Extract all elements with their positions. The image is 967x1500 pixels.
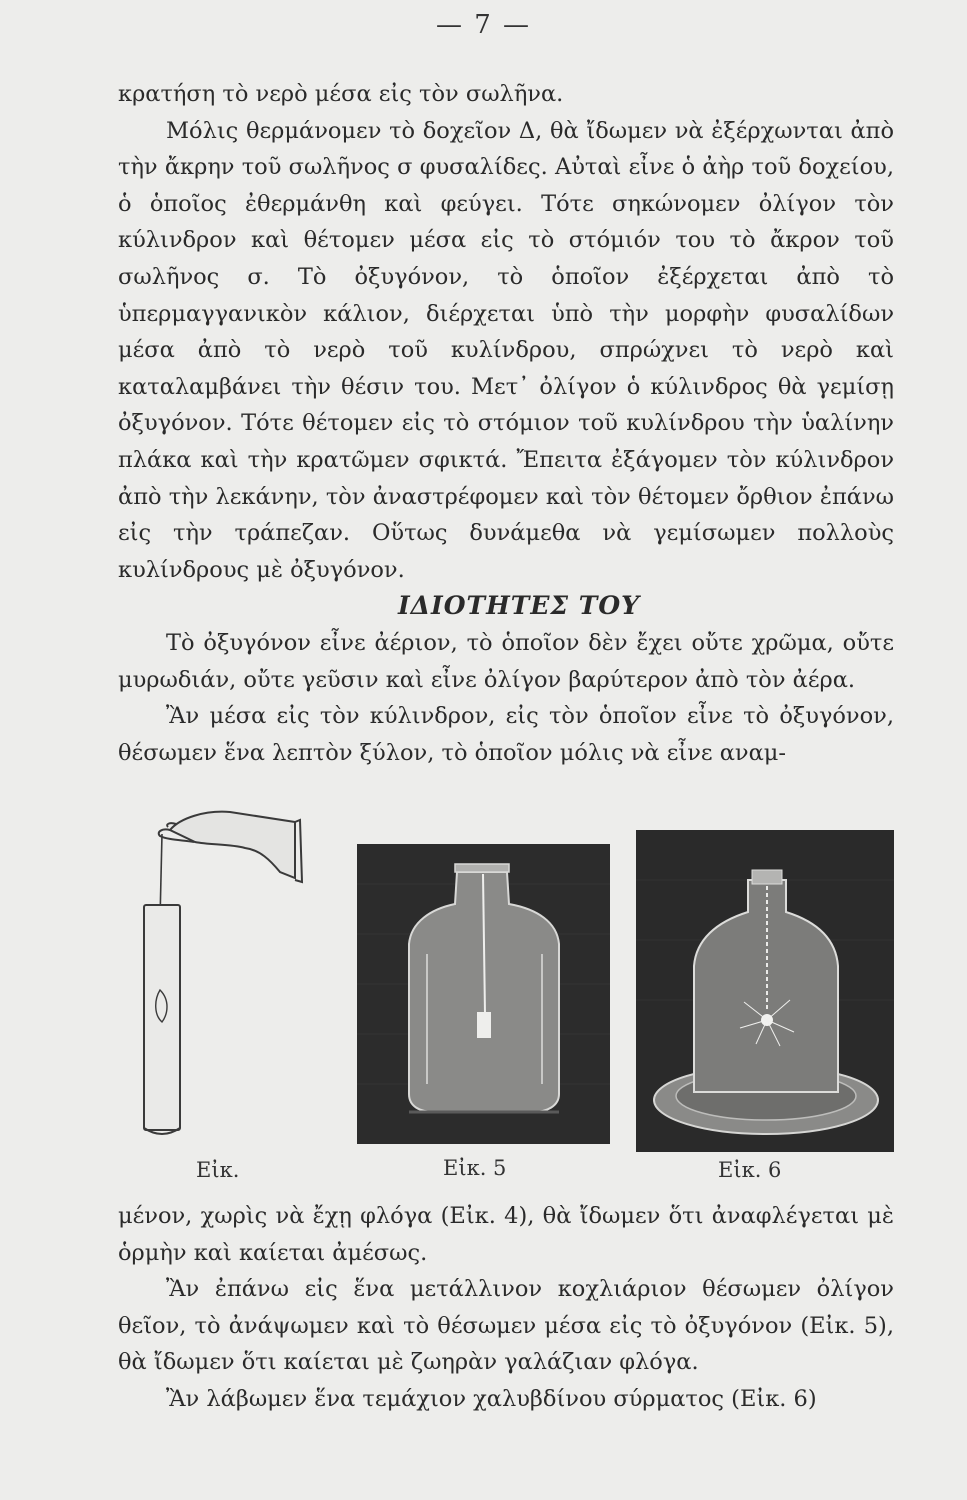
paragraph-properties: Τὸ ὀξυγόνον εἶνε ἀέριον, τὸ ὁποῖον δὲν ἔχει οὔτε χρῶμα, οὔτε μυρωδιάν, οὔτε γεῦσιν καὶ εἶνε ὀλίγον βαρύτερον ἀπὸ τὸν ἀέρα. <box>118 629 894 693</box>
paragraph-ignites: μένον, χωρὶς νὰ ἔχῃ φλόγα (Εἰκ. 4), θὰ ἴδωμεν ὅτι ἀναφλέγεται μὲ ὁρμὴν καὶ καίεται ἀμέσως. <box>118 1203 894 1266</box>
paragraph-heating: Μόλις θερμάνομεν τὸ δοχεῖον Δ, θὰ ἴδωμεν νὰ ἐξέρχωνται ἀπὸ τὴν ἄκρην τοῦ σωλῆνος σ φυσαλίδες. Αὐταὶ εἶνε ὁ ἀὴρ τοῦ δοχείου, ὁ ὁποῖος ἐθερμάνθη καὶ φεύγει. Τότε σηκώνομεν ὀλίγον τὸν κύλινδρον καὶ θέτομεν μέσα εἰς τὸ στόμιόν του τὸ ἄκρον τοῦ σωλῆνος σ. Τὸ ὀξυγόνον, τὸ ὁποῖον ἐξέρχεται ἀπὸ τὸ ὑπερμαγγανικὸν κάλιον, διέρχεται ὑπὸ τὴν μορφὴν φυσαλίδων μέσα ἀπὸ τὸ νερὸ τοῦ κυλίνδρου, σπρώχνει τὸ νερὸ καὶ καταλαμβάνει τὴν θέσιν του. Μετ᾽ ὀλίγον ὁ κύλινδρος θὰ γεμίσῃ ὀξυγόνον. Τότε θέτομεν εἰς τὸ στόμιον τοῦ κυλίνδρου τὴν ὑαλίνην πλάκα καὶ τὴν κρατῶμεν σφικτά. Ἔπειτα ἐξάγομεν τὸν κύλινδρον ἀπὸ τὴν λεκάνην, τὸν ἀναστρέφομεν καὶ τὸν θέτομεν ὄρθιον ἐπάνω εἰς τὴν τράπεζαν. Οὕτως δυνάμεθα νὰ γεμίσωμεν πολλοὺς κυλίνδρους μὲ ὀξυγόνον. <box>118 117 894 583</box>
text-block-bottom <box>118 1198 894 1418</box>
figure-4-illustration <box>110 800 330 1150</box>
figure-5-illustration <box>357 844 610 1144</box>
paragraph-sulfur: Ἂν ἐπάνω εἰς ἕνα μετάλλινον κοχλιάριον θέσωμεν ὀλίγον θεῖον, τὸ ἀνάψωμεν καὶ τὸ θέσωμεν μέσα εἰς τὸ ὀξυγόνον (Εἰκ. 5), θὰ ἴδωμεν ὅτι καίεται μὲ ζωηρὰν γαλάζιαν φλόγα. <box>118 1276 894 1376</box>
section-heading: ΙΔΙΟΤΗΤΕΣ ΤΟΥ <box>397 591 641 621</box>
figures-row <box>0 800 967 1190</box>
text-block-top <box>118 76 894 771</box>
paragraph-splint: Ἂν μέσα εἰς τὸν κύλινδρον, εἰς τὸν ὁποῖον εἶνε τὸ ὀξυγόνον, θέσωμεν ἕνα λεπτὸν ξύλον, τὸ ὁποῖον μόλις νὰ εἶνε αναμ- <box>118 703 894 766</box>
paragraph-steel-wire: Ἂν λάβωμεν ἕνα τεμάχιον χαλυβδίνου σύρματος (Εἰκ. 6) <box>166 1385 817 1412</box>
page-number: — 7 — <box>435 10 532 40</box>
paragraph-continuation: κρατήση τὸ νερὸ μέσα εἰς τὸν σωλῆνα. <box>118 81 564 107</box>
caption-figure-5: Εἰκ. 5 <box>443 1156 507 1180</box>
figure-6-illustration <box>636 830 894 1152</box>
caption-figure-4: Εἰκ. <box>196 1158 240 1182</box>
caption-figure-6: Εἰκ. 6 <box>718 1158 782 1182</box>
